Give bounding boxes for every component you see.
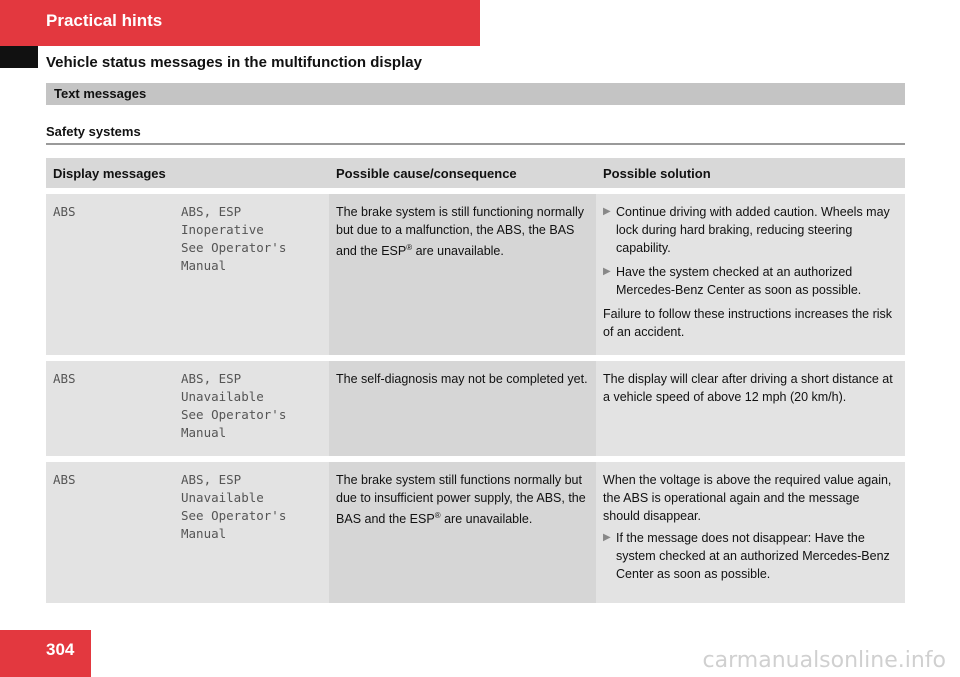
solution-cell: The display will clear after driving a short distance at a vehicle speed of above 12 mph (20 km/h). — [596, 361, 905, 456]
page-subtitle: Vehicle status messages in the multifunction display — [46, 54, 422, 71]
display-message — [174, 194, 329, 355]
cause-cell: The self-diagnosis may not be completed yet. — [329, 361, 596, 456]
text-messages-bar — [46, 83, 905, 105]
header-cause: Possible cause/consequence — [329, 158, 596, 188]
table-row — [46, 194, 905, 355]
cause-text: The brake system is still functioning normally but due to a malfunction, the ABS, the BAS and the ESP — [336, 205, 585, 259]
display-message — [174, 361, 329, 456]
solution-intro: When the voltage is above the required value again, the ABS is operational again and the message should disappear. — [603, 473, 892, 523]
page-number-box — [0, 630, 91, 677]
cause-text: The brake system still functions normally but due to insufficient power supply, the ABS, the BAS and the ESP — [336, 473, 586, 527]
solution-cell — [596, 194, 905, 355]
cause-cell — [329, 194, 596, 355]
cause-text-end: are unavailable. — [412, 244, 504, 259]
chapter-title: Practical hints — [46, 11, 163, 30]
section-heading: Safety systems — [46, 124, 141, 139]
table-row — [46, 361, 905, 456]
solution-note: Failure to follow these instructions increases the risk of an accident. — [603, 307, 893, 339]
header-display-messages: Display messages — [46, 158, 329, 188]
section-rule — [46, 143, 905, 145]
message-line: Manual — [181, 526, 227, 541]
display-message — [174, 462, 329, 603]
cause-cell — [329, 462, 596, 603]
message-line: ABS, ESP — [181, 472, 242, 487]
solution-bullet — [603, 203, 898, 257]
solution-bullet — [603, 263, 898, 299]
message-line: See Operator's — [181, 407, 287, 422]
message-line: Manual — [181, 258, 227, 273]
display-code: ABS — [46, 194, 174, 355]
table-row — [46, 462, 905, 603]
display-code: ABS — [46, 462, 174, 603]
table-header-row — [46, 158, 905, 188]
cause-text-end: are unavailable. — [440, 512, 533, 527]
message-line: Unavailable — [181, 389, 264, 404]
section-marker — [0, 46, 38, 68]
arrow-icon: ▶ — [603, 532, 611, 543]
page-number: 304 — [46, 640, 75, 659]
header-solution: Possible solution — [596, 158, 905, 188]
message-line: ABS, ESP — [181, 371, 242, 386]
message-line: See Operator's — [181, 240, 287, 255]
message-line: Unavailable — [181, 490, 264, 505]
status-messages-table — [46, 158, 905, 603]
solution-bullet — [603, 529, 898, 583]
solution-cell — [596, 462, 905, 603]
bullet-text: If the message does not disappear: Have the system checked at an authorized Mercedes-Benz Center as soon as possible. — [616, 531, 890, 581]
bullet-text: Have the system checked at an authorized Mercedes-Benz Center as soon as possible. — [616, 265, 862, 297]
text-messages-label: Text messages — [54, 86, 147, 101]
arrow-icon: ▶ — [603, 266, 611, 277]
registered-mark: ® — [406, 243, 413, 252]
arrow-icon: ▶ — [603, 206, 611, 217]
bullet-text: Continue driving with added caution. Wheels may lock during hard braking, reducing steering capability. — [616, 205, 890, 255]
chapter-banner — [0, 0, 480, 46]
message-line: Manual — [181, 425, 227, 440]
message-line: See Operator's — [181, 508, 287, 523]
watermark: carmanualsonline.info — [702, 648, 946, 673]
display-code: ABS — [46, 361, 174, 456]
message-line: Inoperative — [181, 222, 264, 237]
registered-mark: ® — [434, 511, 441, 520]
message-line: ABS, ESP — [181, 204, 242, 219]
